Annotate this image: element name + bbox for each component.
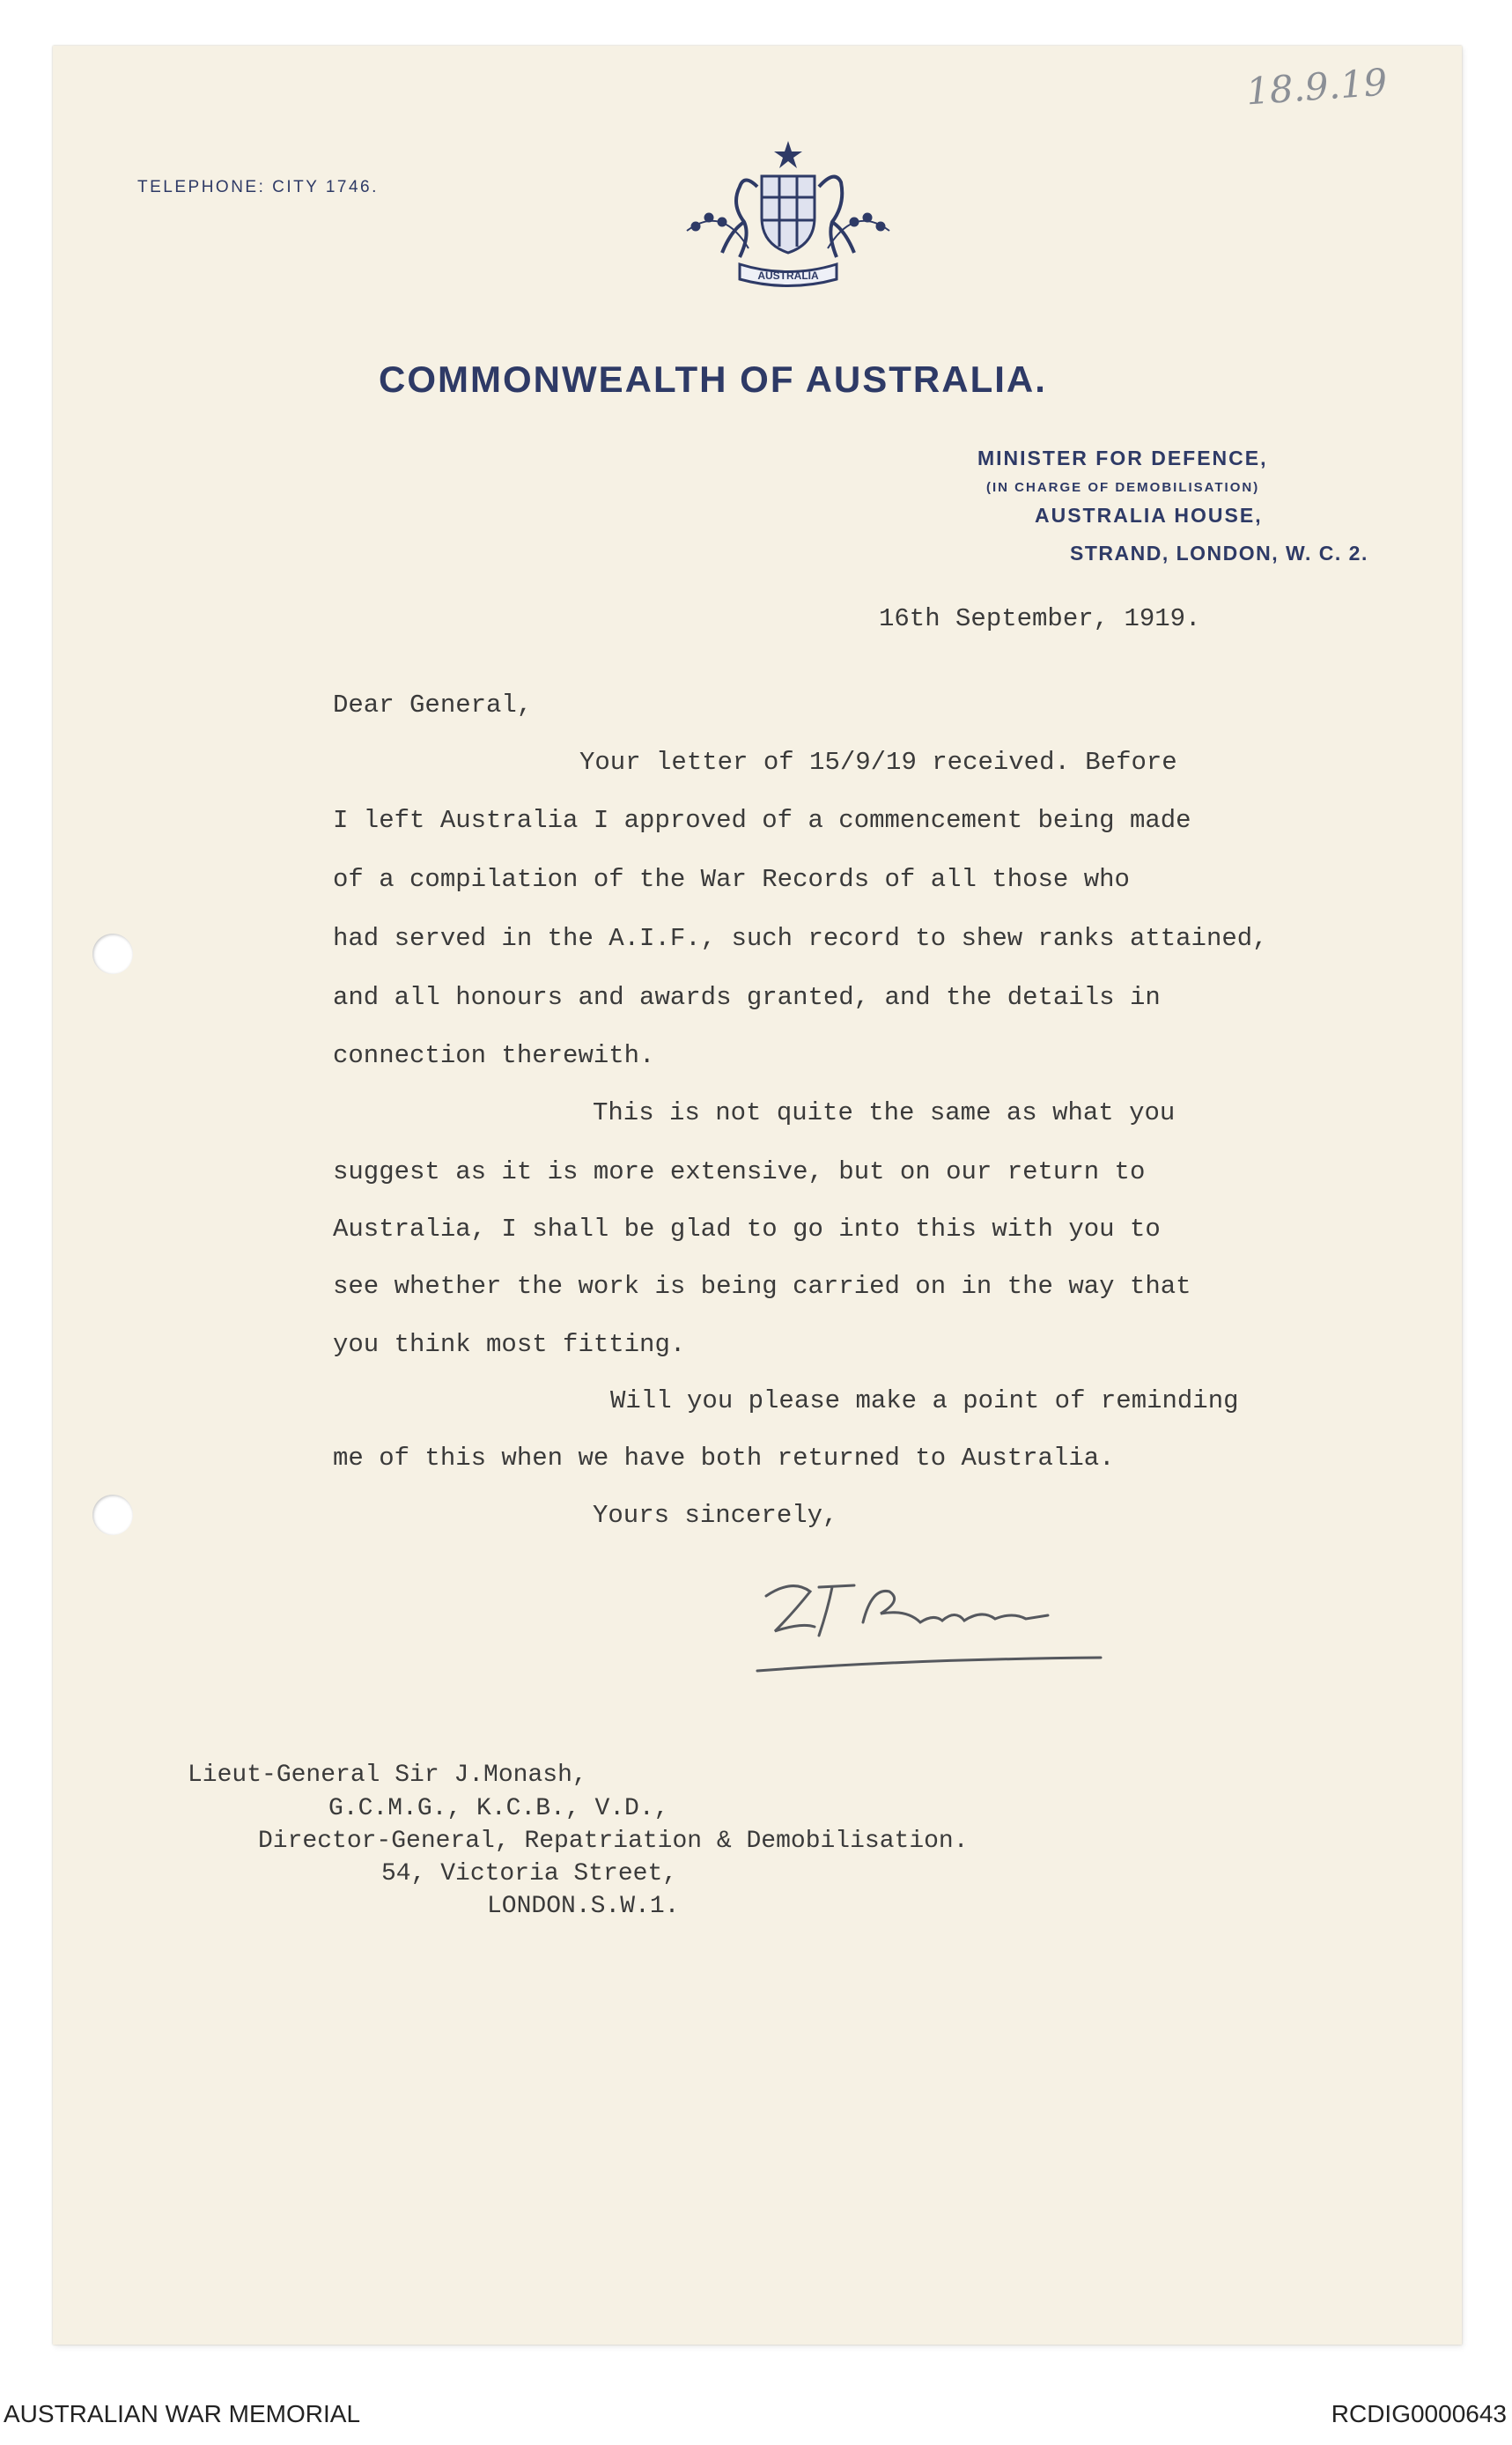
body-line: This is not quite the same as what you [593, 1098, 1176, 1127]
address-line-charge: (IN CHARGE OF DEMOBILISATION) [986, 480, 1260, 495]
body-line: Your letter of 15/9/19 received. Before [579, 748, 1177, 777]
address-line-australia-house: AUSTRALIA HOUSE, [1035, 504, 1263, 527]
closing: Yours sincerely, [593, 1501, 838, 1530]
body-line: me of this when we have both returned to Australia. [333, 1444, 1115, 1473]
punch-hole [92, 1495, 133, 1535]
addressee-line: Lieut-General Sir J.Monash, [188, 1762, 587, 1789]
letter-date: 16th September, 1919. [879, 604, 1201, 633]
body-line: you think most fitting. [333, 1330, 686, 1359]
body-line: had served in the A.I.F., such record to shew ranks attained, [333, 924, 1268, 953]
signature-text: G F Pearce [898, 1691, 969, 1705]
punch-hole [92, 934, 133, 974]
footer-institution: AUSTRALIAN WAR MEMORIAL [4, 2400, 361, 2427]
body-line: of a compilation of the War Records of all those who [333, 865, 1130, 894]
addressee-line: LONDON.S.W.1. [487, 1893, 680, 1920]
body-line: and all honours and awards granted, and the details in [333, 983, 1161, 1012]
addressee-line: Director-General, Repatriation & Demobilisation. [258, 1828, 969, 1855]
signature [731, 1561, 1136, 1710]
body-line: Will you please make a point of reminding [610, 1386, 1239, 1415]
handwritten-date: 18.9.19 [1244, 60, 1389, 114]
body-line: I left Australia I approved of a commencement being made [333, 806, 1191, 835]
body-line: Australia, I shall be glad to go into this with you to [333, 1215, 1161, 1244]
telephone-number: TELEPHONE: CITY 1746. [137, 178, 379, 196]
footer-record-id: RCDIG0000643 [1331, 2400, 1507, 2427]
body-line: see whether the work is being carried on in the way that [333, 1272, 1191, 1301]
crest-scroll-text: AUSTRALIA [757, 270, 819, 282]
letterhead-title: COMMONWEALTH OF AUSTRALIA. [379, 358, 1047, 400]
body-line: suggest as it is more extensive, but on our return to [333, 1157, 1146, 1186]
coat-of-arms-icon [669, 134, 907, 292]
letter-paper [53, 46, 1462, 2345]
addressee-line: 54, Victoria Street, [381, 1860, 678, 1887]
addressee-line: G.C.M.G., K.C.B., V.D., [328, 1795, 669, 1822]
body-line: connection therewith. [333, 1041, 655, 1070]
address-line-minister: MINISTER FOR DEFENCE, [977, 447, 1268, 469]
address-line-strand: STRAND, LONDON, W. C. 2. [1070, 542, 1368, 565]
salutation: Dear General, [333, 691, 533, 720]
